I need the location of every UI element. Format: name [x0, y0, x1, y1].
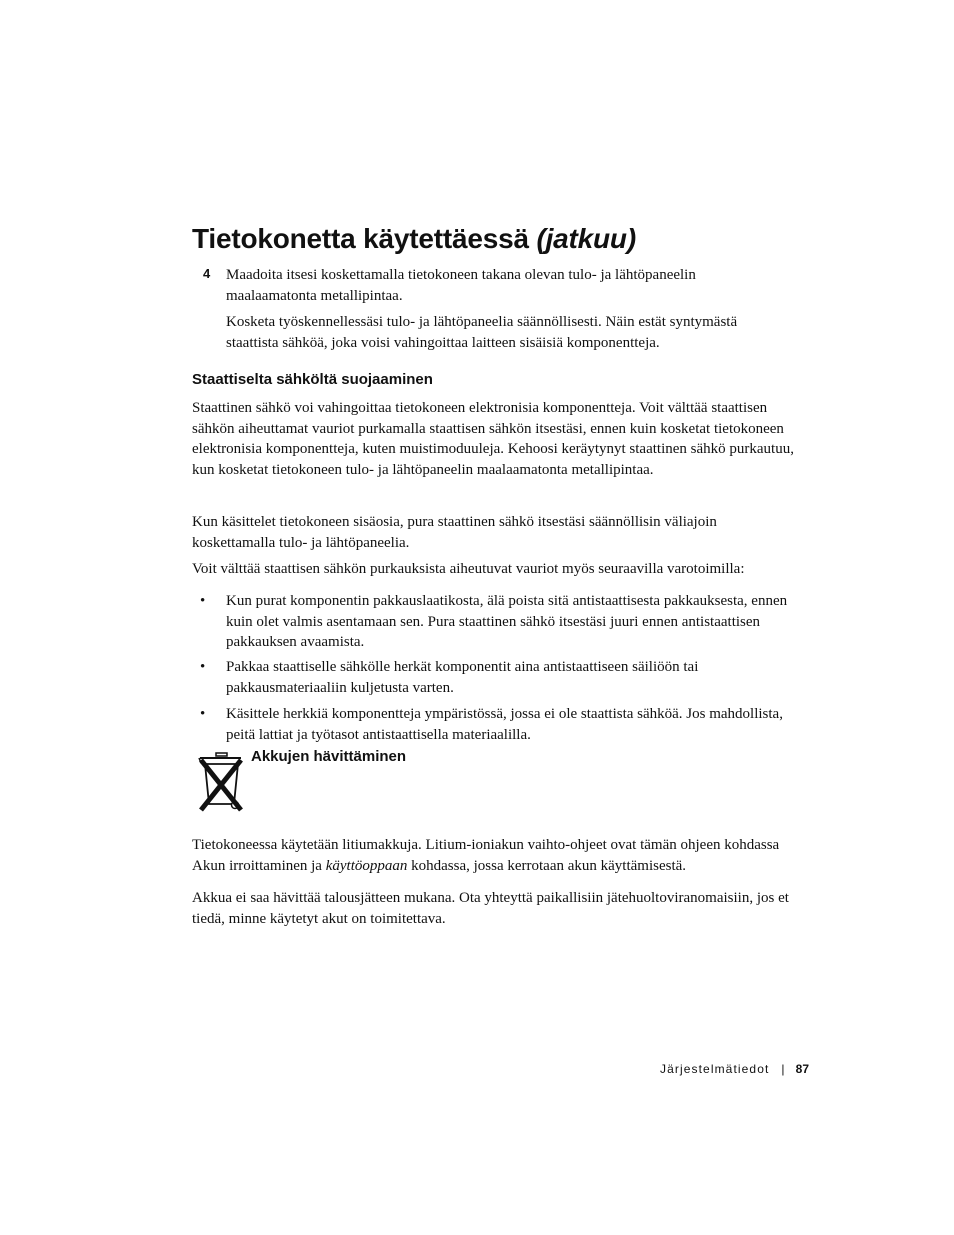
- page-footer: [660, 1062, 809, 1076]
- footer-separator: |: [781, 1062, 786, 1076]
- bullet-dot: •: [200, 706, 206, 722]
- bullet-dot: •: [200, 593, 206, 609]
- static-section-heading: Staattiselta sähköltä suojaaminen: [192, 371, 433, 388]
- static-paragraph-3: Voit välttää staattisen sähkön purkauksista aiheutuvat vauriot myös seuraavilla varotoimilla:: [192, 561, 745, 577]
- battery-paragraph-1-end: kohdassa, jossa kerrotaan akun käyttämisestä.: [407, 857, 687, 874]
- step-number: 4: [203, 266, 211, 281]
- crossed-out-wheeled-bin-icon: [197, 752, 247, 814]
- bullet-text: Kun purat komponentin pakkauslaatikosta, älä poista sitä antistaattisesta pakkauksesta, ennen kuin olet valmis asentamaan sen. Pura staattinen sähkö itsestäsi juuri ennen antistaattisen pakkauksen avaamista.: [226, 593, 788, 650]
- static-paragraph-1: Staattinen sähkö voi vahingoittaa tietokoneen elektronisia komponentteja. Voit välttää staattisen sähkön aiheuttamat vauriot purkamalla staattisen sähkön itsestäsi, ennen kuin kosketat tietokoneen elektronisia komponentteja, kuten muistimoduuleja. Kehoosi keräytynyt staattinen sähkö purkautuu, kun kosketat tietokoneen tulo- ja lähtöpaneelin maalaamatonta metallipintaa.: [192, 400, 794, 478]
- battery-paragraph-1-start: Tietokoneessa käytetään litiumakkuja. Litium-ioniakun vaihto-ohjeet ovat tämän ohjeen kohdassa Akun irroittaminen ja: [192, 837, 780, 874]
- battery-paragraph-1-italic: käyttöoppaan: [325, 857, 408, 874]
- battery-paragraph-1: [192, 835, 802, 876]
- page-number: 87: [795, 1062, 809, 1076]
- bullet-text: Pakkaa staattiselle sähkölle herkät komponentit aina antistaattiseen säiliöön tai pakkausmateriaaliin kuljetusta varten.: [226, 659, 699, 696]
- bullet-dot: •: [200, 659, 206, 675]
- page-title: [192, 221, 636, 257]
- step-subtext: Kosketa työskennellessäsi tulo- ja lähtöpaneelia säännöllisesti. Näin estät syntymästä staattista sähköä, joka voisi vahingoittaa laitteen sisäisiä komponentteja.: [226, 314, 738, 351]
- static-paragraph-2: Kun käsittelet tietokoneen sisäosia, pura staattinen sähkö itsestäsi säännöllisin väliajoin koskettamalla tulo- ja lähtöpaneelia.: [192, 514, 717, 551]
- battery-paragraph-2: Akkua ei saa hävittää talousjätteen mukana. Ota yhteyttä paikallisiin jätehuoltoviranomaisiin, jos et tiedä, minne käytetyt akut on toimitettava.: [192, 890, 789, 927]
- footer-section-title: Järjestelmätiedot: [660, 1062, 770, 1076]
- page-title-suffix: (jatkuu): [536, 223, 636, 254]
- battery-section-heading: Akkujen hävittäminen: [251, 748, 407, 765]
- step-text: Maadoita itsesi koskettamalla tietokoneen takana olevan tulo- ja lähtöpaneelin maalaamatonta metallipintaa.: [226, 267, 696, 304]
- page-title-main: Tietokonetta käytettäessä: [192, 223, 529, 254]
- bullet-text: Käsittele herkkiä komponentteja ympäristössä, jossa ei ole staattista sähköä. Jos mahdollista, peitä lattiat ja työtasot antistaattisella materiaalilla.: [226, 706, 783, 743]
